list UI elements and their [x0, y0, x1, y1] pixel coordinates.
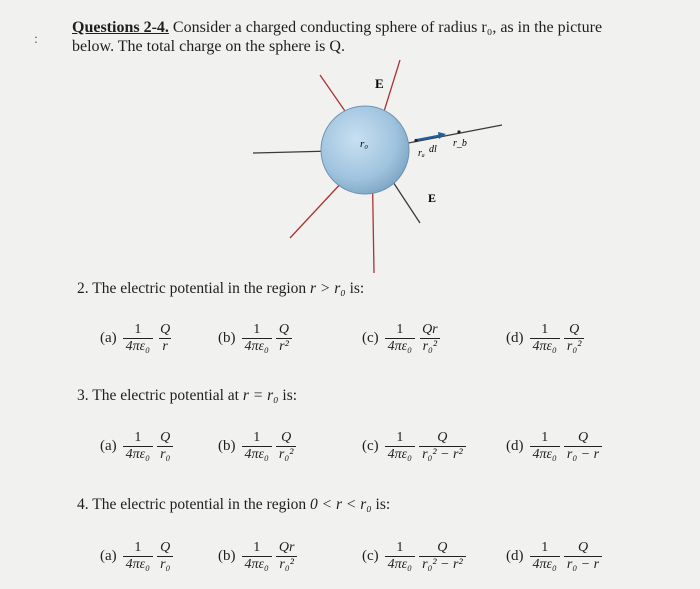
question-condition: r = r₀	[242, 387, 279, 404]
fraction-numerator: Q	[160, 322, 171, 337]
fraction	[123, 540, 153, 573]
fraction-denominator: r₀²	[276, 446, 297, 463]
question-suffix: is:	[375, 496, 391, 513]
label-dl: dl	[429, 144, 437, 155]
fraction	[530, 322, 560, 355]
fraction-denominator: 4πε₀	[242, 556, 272, 573]
question-4-prompt	[77, 496, 390, 514]
charged-sphere-diagram	[240, 55, 520, 280]
margin-mark: :	[34, 32, 38, 47]
fraction	[242, 540, 272, 573]
fraction-denominator: r₀	[157, 556, 173, 573]
fraction-numerator: Q	[577, 430, 589, 445]
option-label: (c)	[362, 548, 379, 564]
fraction	[276, 430, 297, 463]
fraction	[419, 430, 466, 463]
question-condition: 0 < r < r₀	[310, 496, 372, 513]
fraction-denominator: 4πε₀	[385, 338, 415, 355]
conducting-sphere	[321, 106, 409, 194]
option-label: (d)	[506, 548, 524, 564]
q3-option-d[interactable]	[506, 430, 604, 463]
fraction-denominator: 4πε₀	[123, 446, 153, 463]
intro-text: Consider a charged conducting sphere of radius r₀, as in the picture below. The total charge on the sphere is Q.	[72, 19, 603, 55]
option-label: (a)	[100, 548, 117, 564]
fraction-denominator: 4πε₀	[123, 338, 153, 355]
q4-option-c[interactable]	[362, 540, 468, 573]
fraction-denominator: r₀ − r	[564, 556, 602, 573]
fraction-denominator: 4πε₀	[385, 446, 415, 463]
fraction-numerator: Q	[577, 540, 589, 555]
point-rb	[457, 130, 460, 133]
fraction-denominator: 4πε₀	[530, 338, 560, 355]
fraction-denominator: r₀²	[276, 556, 297, 573]
fraction-numerator: 1	[134, 322, 142, 337]
fraction	[385, 322, 415, 355]
fraction	[276, 540, 298, 573]
fraction	[564, 540, 602, 573]
fraction-numerator: Q	[160, 540, 171, 555]
fraction-numerator: 1	[541, 430, 549, 445]
fraction-numerator: Qr	[278, 540, 295, 555]
fraction-denominator: 4πε₀	[123, 556, 153, 573]
question-suffix: is:	[282, 387, 298, 404]
point-ra	[414, 139, 417, 142]
option-label: (b)	[218, 330, 236, 346]
label-rb: r_b	[453, 138, 467, 149]
label-e-top: E	[375, 76, 384, 91]
fraction-denominator: r₀²	[564, 338, 585, 355]
q3-option-b[interactable]	[218, 430, 298, 463]
fraction-numerator: Q	[569, 322, 580, 337]
fraction-numerator: 1	[396, 430, 404, 445]
intro-title: Questions 2-4.	[72, 19, 169, 36]
fraction-numerator: Qr	[422, 322, 438, 337]
question-number: 3.	[77, 387, 89, 404]
fraction-numerator: Q	[437, 540, 448, 555]
fraction-numerator: 1	[253, 540, 261, 555]
fraction-numerator: 1	[541, 540, 549, 555]
question-text: The electric potential at	[92, 387, 239, 404]
q2-option-b[interactable]	[218, 322, 294, 355]
fraction	[157, 322, 173, 355]
q3-option-a[interactable]	[100, 430, 175, 463]
fraction-denominator: r₀ − r	[564, 446, 602, 463]
option-label: (b)	[218, 548, 236, 564]
fraction-numerator: 1	[396, 540, 404, 555]
fraction-numerator: 1	[134, 430, 142, 445]
option-label: (a)	[100, 330, 117, 346]
fraction	[123, 322, 153, 355]
q2-option-c[interactable]	[362, 322, 443, 355]
q4-option-b[interactable]	[218, 540, 299, 573]
fraction-numerator: Q	[160, 430, 171, 445]
fraction	[276, 322, 292, 355]
fraction	[123, 430, 153, 463]
fraction	[419, 540, 466, 573]
fraction	[385, 540, 415, 573]
fraction	[242, 430, 272, 463]
question-2-prompt	[77, 280, 364, 298]
question-number: 4.	[77, 496, 89, 513]
fraction-numerator: 1	[541, 322, 549, 337]
fraction	[564, 322, 585, 355]
question-condition: r > r₀	[310, 280, 346, 297]
fraction-denominator: r	[159, 338, 170, 355]
fraction	[530, 430, 560, 463]
q2-option-d[interactable]	[506, 322, 586, 355]
question-suffix: is:	[349, 280, 365, 297]
question-number: 2.	[77, 280, 89, 297]
option-label: (b)	[218, 438, 236, 454]
q4-option-d[interactable]	[506, 540, 604, 573]
option-label: (c)	[362, 330, 379, 346]
label-r0: r₀	[360, 138, 369, 150]
fraction-numerator: 1	[134, 540, 142, 555]
fraction-numerator: Q	[278, 322, 290, 337]
label-e-right: E	[428, 191, 437, 205]
question-intro	[72, 18, 632, 56]
fraction	[419, 322, 441, 355]
fraction-denominator: 4πε₀	[242, 446, 272, 463]
fraction-denominator: r₀² − r²	[419, 556, 466, 573]
question-text: The electric potential in the region	[92, 280, 307, 297]
fraction-denominator: 4πε₀	[530, 556, 560, 573]
fraction-numerator: 1	[253, 430, 261, 445]
q3-option-c[interactable]	[362, 430, 468, 463]
fraction-denominator: r²	[276, 338, 292, 355]
fraction-denominator: r₀²	[420, 338, 441, 355]
fraction	[157, 430, 173, 463]
fraction-denominator: r₀	[157, 446, 173, 463]
fraction-numerator: 1	[396, 322, 404, 337]
option-label: (d)	[506, 330, 524, 346]
fraction	[530, 540, 560, 573]
fraction	[564, 430, 602, 463]
fraction-numerator: 1	[253, 322, 261, 337]
fraction-denominator: 4πε₀	[242, 338, 272, 355]
question-text: The electric potential in the region	[92, 496, 307, 513]
option-label: (c)	[362, 438, 379, 454]
fraction-denominator: 4πε₀	[385, 556, 415, 573]
q4-option-a[interactable]	[100, 540, 175, 573]
fraction-denominator: 4πε₀	[530, 446, 560, 463]
option-label: (a)	[100, 438, 117, 454]
label-ra: rₐ	[418, 148, 425, 159]
fraction-numerator: Q	[437, 430, 448, 445]
q2-option-a[interactable]	[100, 322, 175, 355]
fraction	[157, 540, 173, 573]
fraction	[385, 430, 415, 463]
fraction-denominator: r₀² − r²	[419, 446, 466, 463]
question-3-prompt	[77, 387, 297, 405]
fraction-numerator: Q	[281, 430, 292, 445]
option-label: (d)	[506, 438, 524, 454]
fraction	[242, 322, 272, 355]
